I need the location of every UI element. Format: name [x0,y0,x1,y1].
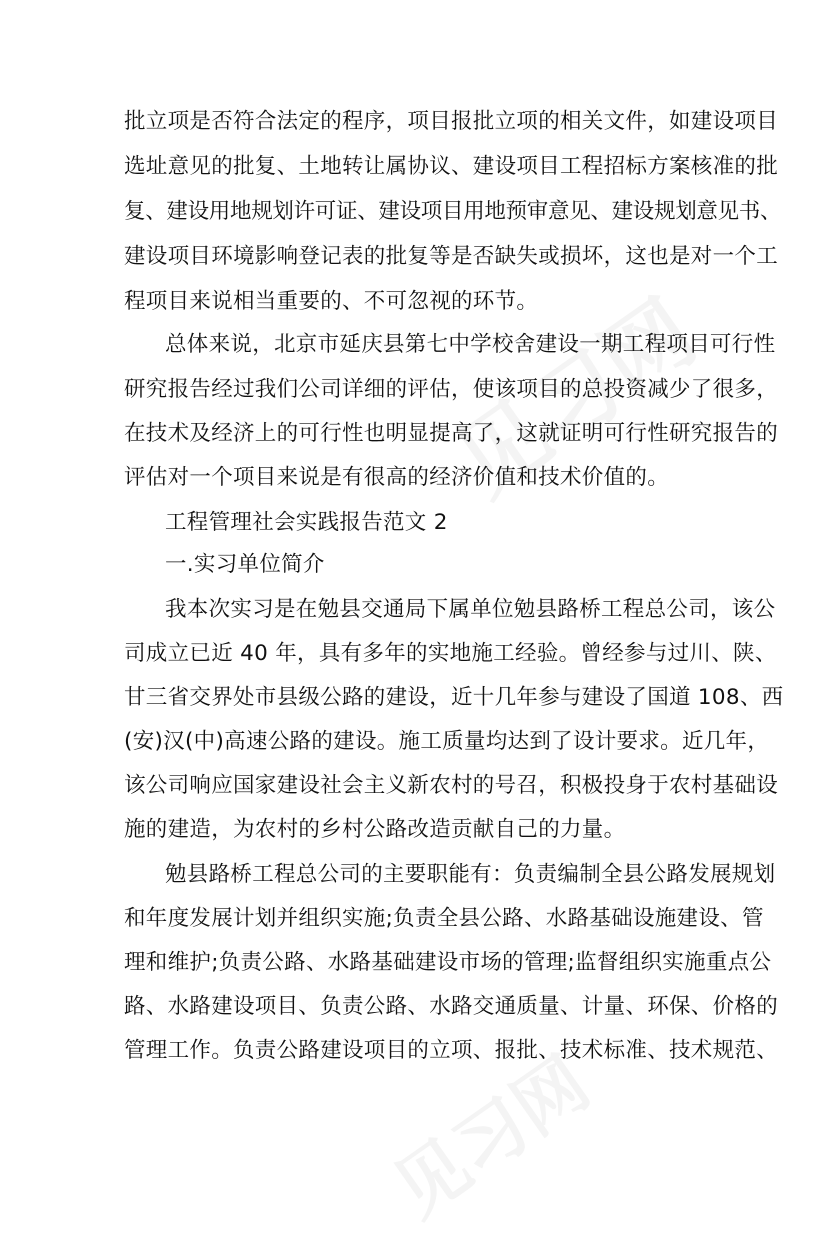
paragraph-line: 研究报告经过我们公司详细的评估，使该项目的总投资减少了很多， [124,377,779,402]
paragraph-line: 程项目来说相当重要的、不可忽视的环节。 [124,289,539,314]
paragraph-line: 管理工作。负责公路建设项目的立项、报批、技术标准、技术规范、 [124,1038,779,1063]
paragraph-line: 路、水路建设项目、负责公路、水路交通质量、计量、环保、价格的 [124,994,779,1019]
paragraph-line: 勉县路桥工程总公司的主要职能有：负责编制全县公路发展规划 [165,862,776,887]
paragraph-line: 和年度发展计划并组织实施;负责全县公路、水路基础设施建设、管 [124,906,764,931]
paragraph-line: 建设项目环境影响登记表的批复等是否缺失或损坏，这也是对一个工 [124,244,779,269]
paragraph-line: 司成立已近 40 年，具有多年的实地施工经验。曾经参与过川、陕、 [124,641,777,666]
section-title: 工程管理社会实践报告范文 2 [165,510,448,535]
paragraph-line: 总体来说，北京市延庆县第七中学校舍建设一期工程项目可行性 [165,332,776,357]
paragraph-line: 选址意见的批复、土地转让属协议、建设项目工程招标方案核准的批 [124,154,779,179]
paragraph-line: 复、建设用地规划许可证、建设项目用地预审意见、建设规划意见书、 [124,199,782,224]
section-heading: 一.实习单位简介 [165,552,325,577]
paragraph-line: 评估对一个项目来说是有很高的经济价值和技术价值的。 [124,465,670,490]
paragraph-line: 该公司响应国家建设社会主义新农村的号召，积极投身于农村基础设 [124,773,779,798]
paragraph-line: 施的建造，为农村的乡村公路改造贡献自己的力量。 [124,817,626,842]
paragraph-line: (安)汉(中)高速公路的建设。施工质量均达到了设计要求。近几年， [124,729,770,754]
paragraph-line: 批立项是否符合法定的程序，项目报批立项的相关文件，如建设项目 [124,109,779,134]
paragraph-line: 我本次实习是在勉县交通局下属单位勉县路桥工程总公司，该公 [165,597,776,622]
paragraph-line: 在技术及经济上的可行性也明显提高了，这就证明可行性研究报告的 [124,421,779,446]
paragraph-line: 理和维护;负责公路、水路基础建设市场的管理;监督组织实施重点公 [124,950,772,975]
paragraph-line: 甘三省交界处市县级公路的建设，近十几年参与建设了国道 108、西 [124,685,784,710]
